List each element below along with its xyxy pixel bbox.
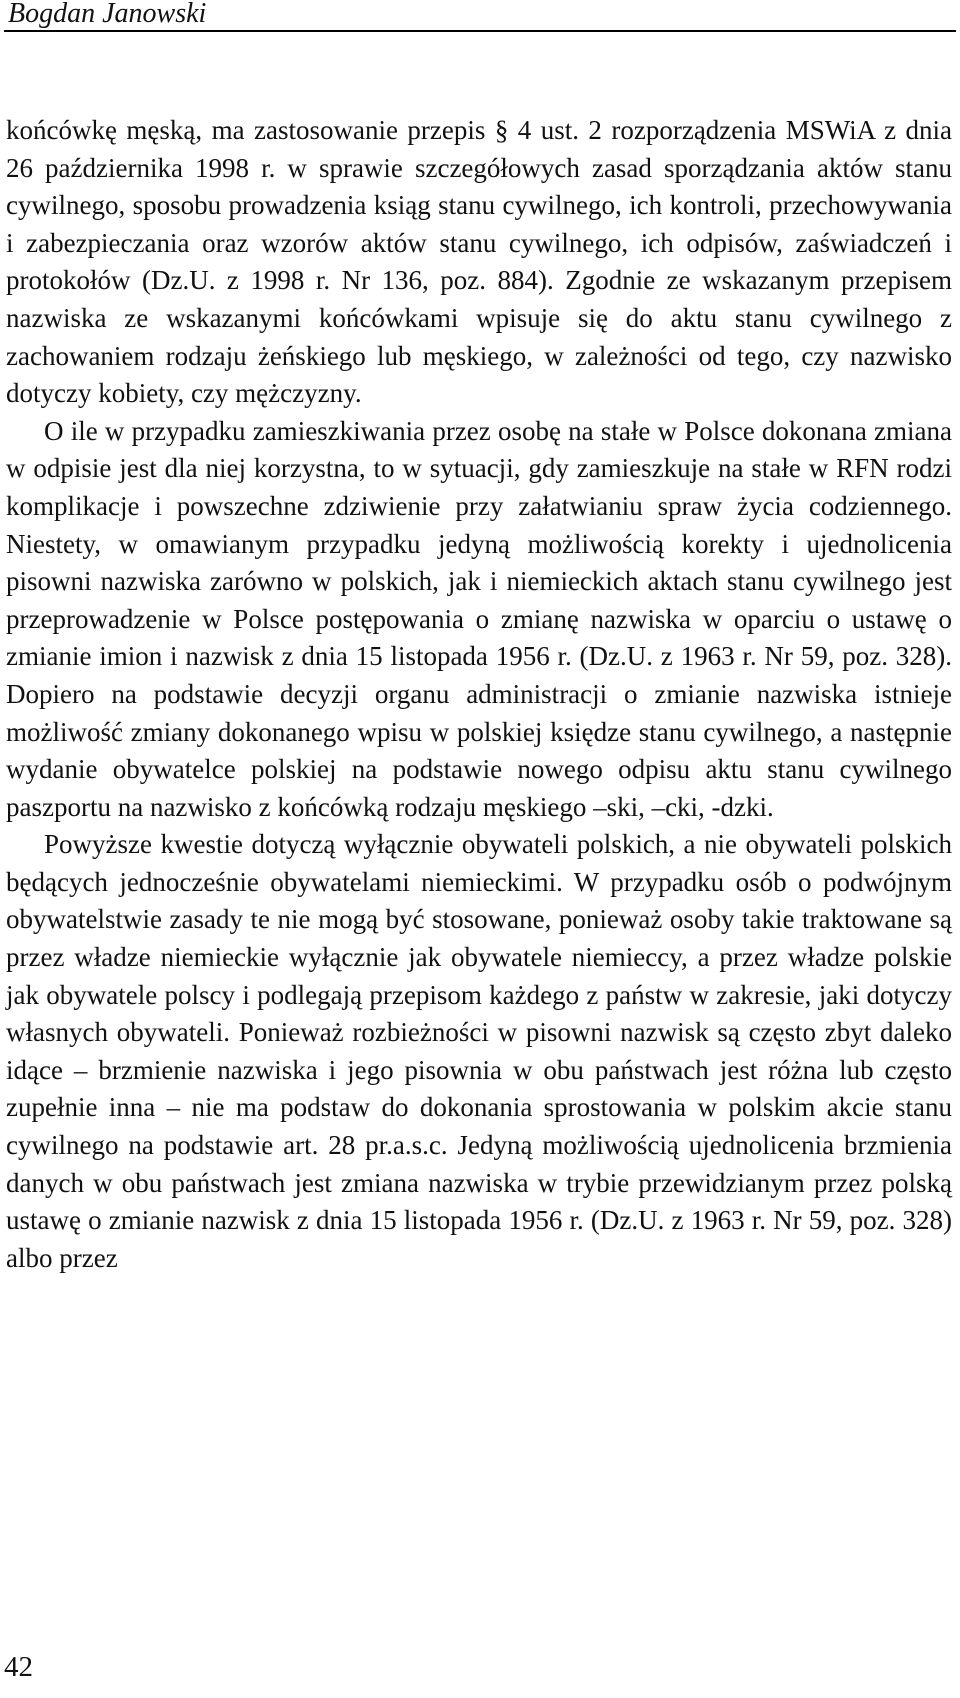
paragraph: O ile w przypadku zamieszkiwania przez osobę na stałe w Polsce dokonana zmiana w odpisie jest dla niej korzystna, to w sytuacji, gdy zamieszkuje na stałe w RFN rodzi komplikacje i powszechne zdziwienie przy załatwianiu spraw życia codziennego. Niestety, w omawianym przypadku jedyną możliwością korekty i ujednolicenia pisowni nazwiska zarówno w polskich, jak i niemieckich aktach stanu cywilnego jest przeprowadzenie w Polsce postępowania o zmianę nazwiska w oparciu o ustawę o zmianie imion i nazwisk z dnia 15 listopada 1956 r. (Dz.U. z 1963 r. Nr 59, poz. 328). Dopiero na podstawie decyzji organu administracji o zmianie nazwiska istnieje możliwość zmiany dokonanego wpisu w polskiej księdze stanu cywilnego, a następnie wydanie obywatelce polskiej na podstawie nowego odpisu aktu stanu cywilnego paszportu na nazwisko z końcówką rodzaju męskiego –ski, –cki, -dzki. [6, 415, 952, 822]
page-number: 42 [4, 1651, 33, 1683]
running-header [4, 0, 956, 32]
author-name: Bogdan Janowski [8, 0, 207, 29]
main-text [6, 112, 952, 1277]
paragraph-continuation: końcówkę męską, ma zastosowanie przepis § 4 ust. 2 rozporządzenia MSWiA z dnia 26 października 1998 r. w sprawie szczegółowych zasad sporządzania aktów stanu cywilnego, sposobu prowadzenia ksiąg stanu cywilnego, ich kontroli, przechowywania i zabezpieczania oraz wzorów aktów stanu cywilnego, ich odpisów, zaświadczeń i protokołów (Dz.U. z 1998 r. Nr 136, poz. 884). Zgodnie ze wskazanym przepisem nazwiska ze wskazanymi końcówkami wpisuje się do aktu stanu cywilnego z zachowaniem rodzaju żeńskiego lub męskiego, w zależności od tego, czy nazwisko dotyczy kobiety, czy mężczyzny. [6, 115, 952, 409]
paragraph: Powyższe kwestie dotyczą wyłącznie obywateli polskich, a nie obywateli polskich będących jednocześnie obywatelami niemieckimi. W przypadku osób o podwójnym obywatelstwie zasady te nie mogą być stosowane, ponieważ osoby takie traktowane są przez władze niemieckie wyłącznie jak obywatele niemieccy, a przez władze polskie jak obywatele polscy i podlegają przepisom każdego z państw w zakresie, jaki dotyczy własnych obywateli. Ponieważ rozbieżności w pisowni nazwisk są często zbyt daleko idące – brzmienie nazwiska i jego pisownia w obu państwach jest różna lub często zupełnie inna – nie ma podstaw do dokonania sprostowania w polskim akcie stanu cywilnego na podstawie art. 28 pr.a.s.c. Jedyną możliwością ujednolicenia brzmienia danych w obu państwach jest zmiana nazwiska w trybie przewidzianym przez polską ustawę o zmianie nazwisk z dnia 15 listopada 1956 r. (Dz.U. z 1963 r. Nr 59, poz. 328) albo przez [6, 829, 952, 1273]
